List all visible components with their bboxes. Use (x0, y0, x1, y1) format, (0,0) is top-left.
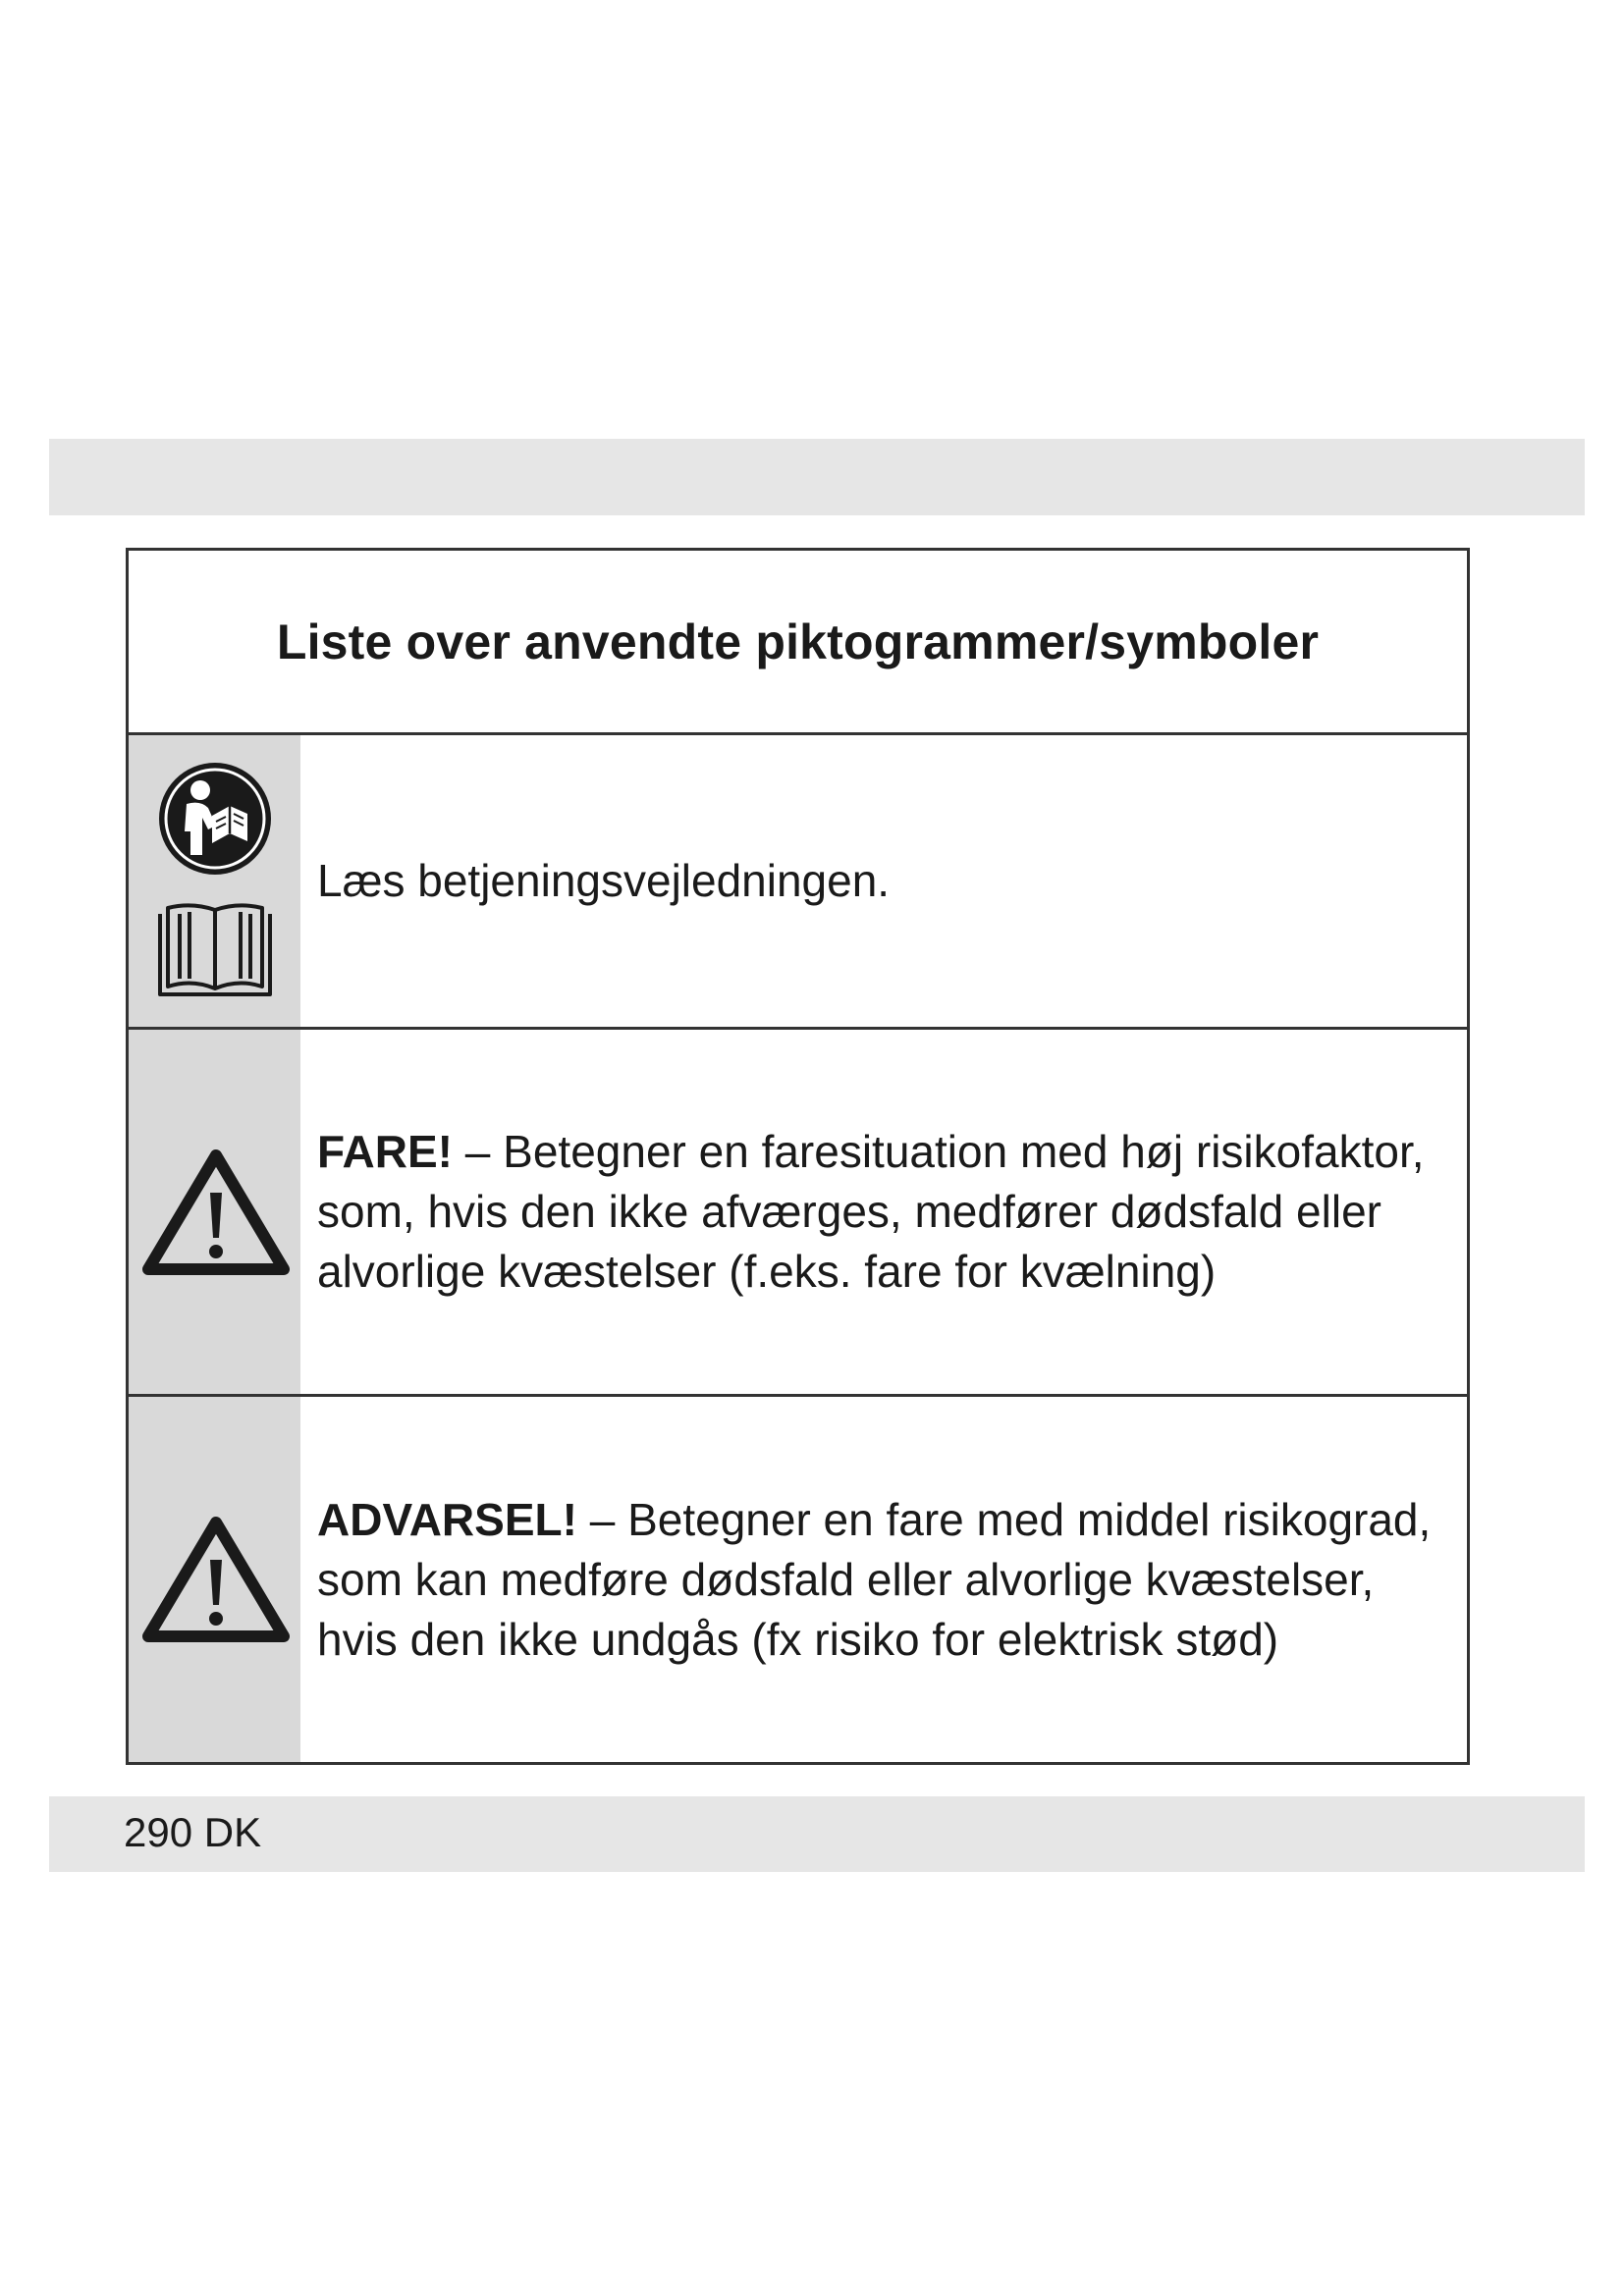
footer-band (49, 1796, 1585, 1872)
page-number: 290 DK (124, 1809, 262, 1855)
text-cell (317, 735, 1447, 1027)
read-manual-person-icon (157, 761, 273, 877)
entry-description: – Betegner en fare med middel risikograd, som kan medføre dødsfald eller alvorlige kvæstelser, hvis den ikke undgås (fx risiko for elektrisk stød) (317, 1493, 1432, 1665)
entry-text-read-manual (317, 851, 890, 911)
entry-text-danger (317, 1122, 1447, 1302)
warning-triangle-icon (142, 1515, 290, 1642)
table-row-danger (129, 1030, 1467, 1397)
pictogram-table (126, 548, 1470, 1765)
text-cell (317, 1030, 1447, 1394)
entry-description: – Betegner en faresituation med høj risikofaktor, som, hvis den ikke afværges, medfører dødsfald eller alvorlige kvæstelser (f.eks. fare for kvælning) (317, 1126, 1425, 1297)
top-band (49, 439, 1585, 515)
warning-triangle-icon (142, 1148, 290, 1275)
text-cell (317, 1397, 1447, 1762)
table-title: Liste over anvendte piktogrammer/symboler (276, 614, 1320, 669)
open-book-icon (156, 902, 274, 1000)
icon-cell (129, 735, 300, 1027)
entry-label: ADVARSEL! (317, 1493, 577, 1545)
entry-description: Læs betjeningsvejledningen. (317, 855, 891, 906)
entry-text-warning (317, 1490, 1447, 1670)
table-row-read-manual (129, 735, 1467, 1030)
entry-label: FARE! (317, 1126, 453, 1177)
icon-cell (129, 1397, 300, 1762)
icon-cell (129, 1030, 300, 1394)
table-row-warning (129, 1397, 1467, 1762)
table-header (129, 551, 1467, 735)
